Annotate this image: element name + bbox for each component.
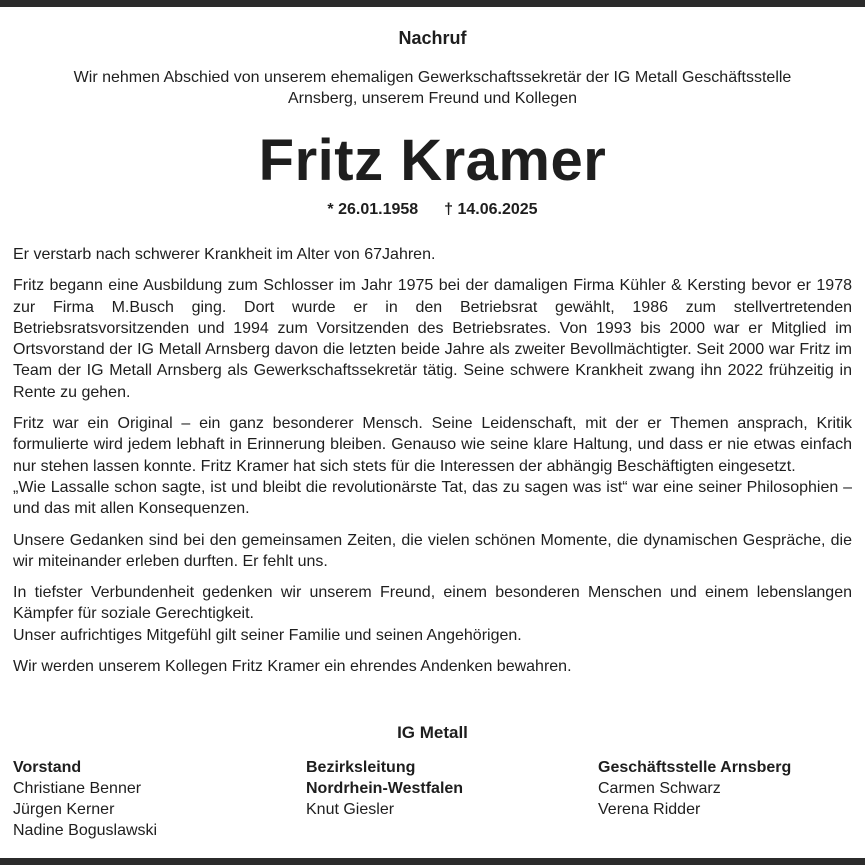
death-date: † 14.06.2025 [444, 201, 538, 218]
column-subtitle: Nordrhein-Westfalen [306, 780, 464, 797]
paragraph-3a: Fritz war ein Original – ein ganz besonderer Mensch. Seine Leidenschaft, mit der er Themen ansprach, Kritik formulierte wird jedem lebhaft in Erinnerung bleiben. Genauso wie seine klare Haltung, und dass er nie etwas einfach nur stehen lassen konnte. Fritz Kramer hat sich stets für die Interessen der abhängig Beschäftigten eingesetzt. [13, 415, 852, 475]
paragraph-6: Wir werden unserem Kollegen Fritz Kramer ein ehrendes Andenken bewahren. [13, 658, 572, 676]
column-title: Bezirksleitung [306, 759, 416, 776]
obituary-body [13, 244, 852, 687]
signatory-column-bezirksleitung [306, 757, 463, 820]
column-title: Vorstand [13, 759, 82, 776]
intro-line-2: Arnsberg, unserem Freund und Kollegen [287, 90, 578, 107]
paragraph-5b: Unser aufrichtiges Mitgefühl gilt seiner Familie und seinen Angehörigen. [13, 626, 522, 644]
organization-name: IG Metall [397, 723, 468, 742]
signatory-name: Jürgen Kerner [13, 801, 115, 818]
signatory-name: Knut Giesler [306, 801, 395, 818]
bottom-border [0, 858, 865, 865]
signatory-name: Nadine Boguslawski [13, 822, 158, 839]
signatory-name: Christiane Benner [13, 780, 142, 797]
page-title: Nachruf [398, 28, 467, 48]
signatory-column-vorstand [13, 757, 157, 841]
birth-date: * 26.01.1958 [327, 201, 419, 218]
paragraph-3b: „Wie Lassalle schon sagte, ist und bleibt die revolutionärste Tat, das zu sagen was ist“ war eine seiner Philosophien – und das mit allen Konsequenzen. [13, 478, 852, 518]
paragraph-5a: In tiefster Verbundenheit gedenken wir unserem Freund, einem besonderen Menschen und einem lebenslangen Kämpfer für soziale Gerechtigkeit. [13, 584, 852, 623]
intro-text [20, 67, 845, 109]
life-dates [0, 201, 865, 219]
column-title: Geschäftsstelle Arnsberg [598, 759, 792, 776]
deceased-name: Fritz Kramer [258, 128, 607, 193]
signatory-name: Verena Ridder [598, 801, 701, 818]
paragraph-2: Fritz begann eine Ausbildung zum Schlosser im Jahr 1975 bei der damaligen Firma Kühler & Kersting bevor er 1978 zur Firma M.Busch ging. Dort wurde er in den Betriebsrat gewählt, 1986 zum stellvertretenden Betriebsratsvorsitzenden und 1994 zum Vorsitzenden des Betriebsrates. Von 1993 bis 2000 war er Mitglied im Ortsvorstand der IG Metall Arnsberg davon die letzten beide Jahre als zweiter Bevollmächtigter. Seit 2000 war Fritz im Team der IG Metall Arnsberg als Gewerkschaftssekretär tätig. Seine schwere Krankheit zwang ihn 2022 frühzeitig in Rente zu gehen. [13, 277, 852, 401]
signatory-column-geschaeftsstelle [598, 757, 791, 820]
top-border [0, 0, 865, 7]
intro-line-1: Wir nehmen Abschied von unserem ehemaligen Gewerkschaftssekretär der IG Metall Geschäftsstelle [73, 69, 792, 86]
paragraph-4: Unsere Gedanken sind bei den gemeinsamen Zeiten, die vielen schönen Momente, die dynamischen Gespräche, die wir miteinander erleben durften. Er fehlt uns. [13, 531, 852, 570]
paragraph-1: Er verstarb nach schwerer Krankheit im Alter von 67Jahren. [13, 246, 436, 263]
signatory-name: Carmen Schwarz [598, 780, 721, 797]
